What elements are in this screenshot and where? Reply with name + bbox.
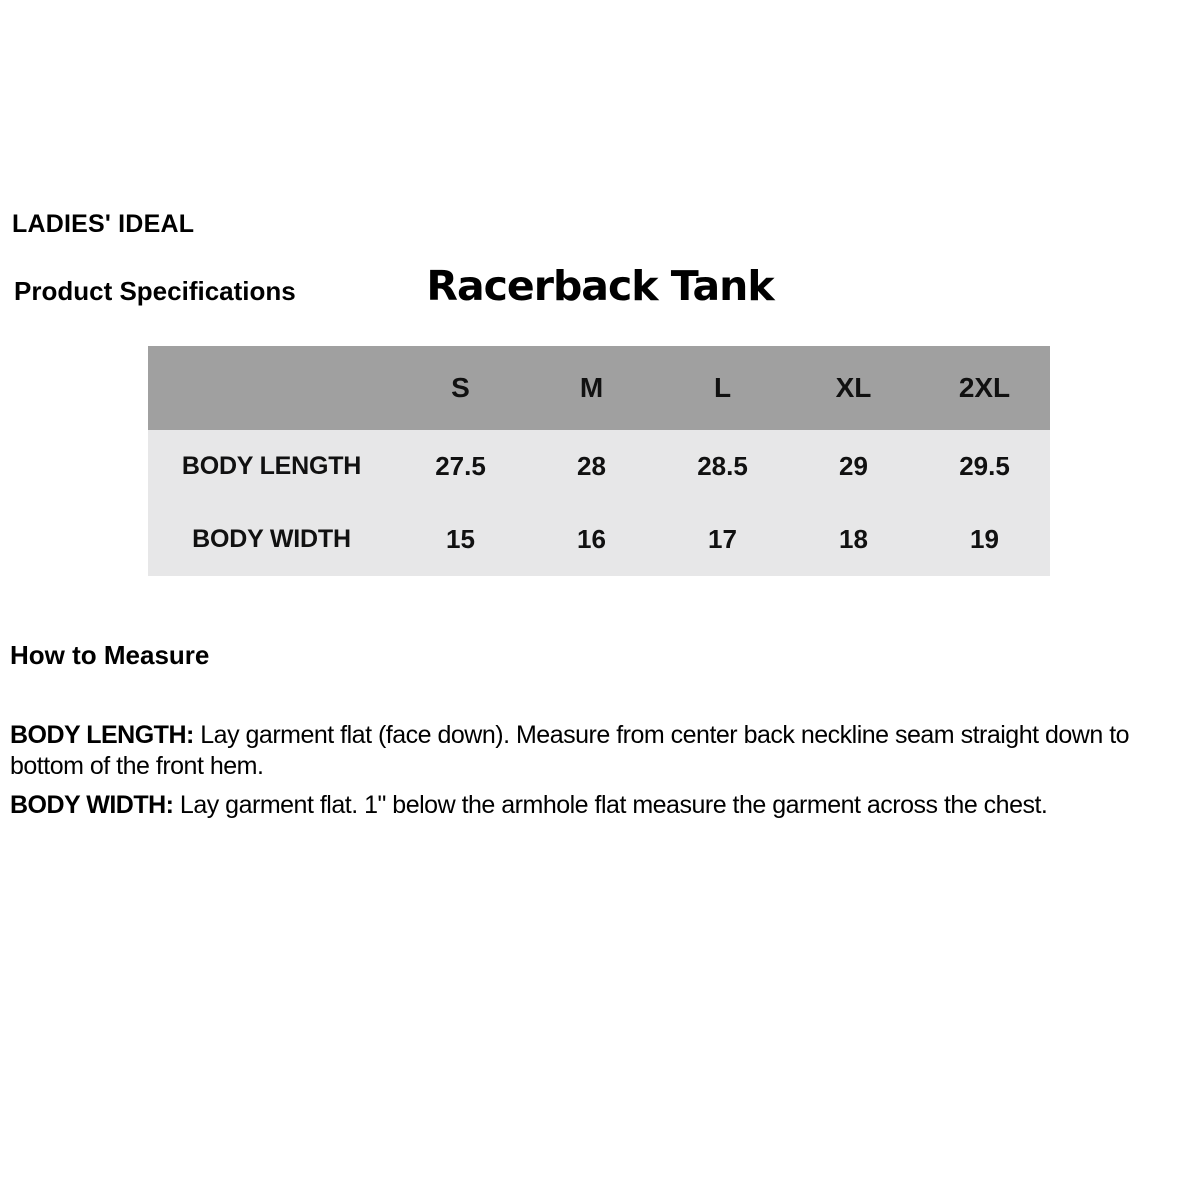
- body-length-s: 27.5: [435, 451, 486, 481]
- brand-title: LADIES' IDEAL: [12, 210, 195, 238]
- body-width-instruction: [10, 790, 1155, 821]
- body-width-xl: 18: [839, 524, 868, 554]
- body-width-l: 17: [708, 524, 737, 554]
- size-column-2xl: 2XL: [958, 372, 1011, 403]
- size-spec-table: [148, 346, 1050, 576]
- body-length-instruction: [10, 720, 1155, 782]
- body-length-xl: 29: [839, 451, 868, 481]
- row-label-body-width: BODY WIDTH: [192, 525, 351, 553]
- size-column-s: S: [451, 372, 470, 403]
- section-title: Product Specifications: [14, 276, 296, 306]
- body-length-l: 28.5: [697, 451, 748, 481]
- body-length-instruction-label: BODY LENGTH:: [10, 721, 194, 749]
- corner-cell: [148, 346, 395, 430]
- body-width-2xl: 19: [970, 524, 999, 554]
- measure-instructions: [10, 720, 1155, 821]
- body-length-instruction-text: Lay garment flat (face down). Measure from center back neckline seam straight down to bottom of the front hem.: [10, 721, 1130, 780]
- table-row-body-length: [148, 430, 1050, 503]
- table-header-row: [148, 346, 1050, 430]
- body-length-m: 28: [577, 451, 606, 481]
- body-width-s: 15: [446, 524, 475, 554]
- body-width-instruction-text: Lay garment flat. 1" below the armhole flat measure the garment across the chest.: [173, 791, 1048, 819]
- body-width-instruction-label: BODY WIDTH:: [10, 791, 174, 819]
- size-column-xl: XL: [835, 372, 872, 403]
- body-length-2xl: 29.5: [959, 451, 1010, 481]
- body-width-m: 16: [577, 524, 606, 554]
- product-title: Racerback Tank: [426, 262, 774, 310]
- row-label-body-length: BODY LENGTH: [181, 452, 362, 480]
- table-row-body-width: [148, 503, 1050, 576]
- how-to-measure-heading: How to Measure: [10, 640, 210, 670]
- size-column-m: M: [579, 372, 604, 403]
- size-column-l: L: [713, 372, 732, 403]
